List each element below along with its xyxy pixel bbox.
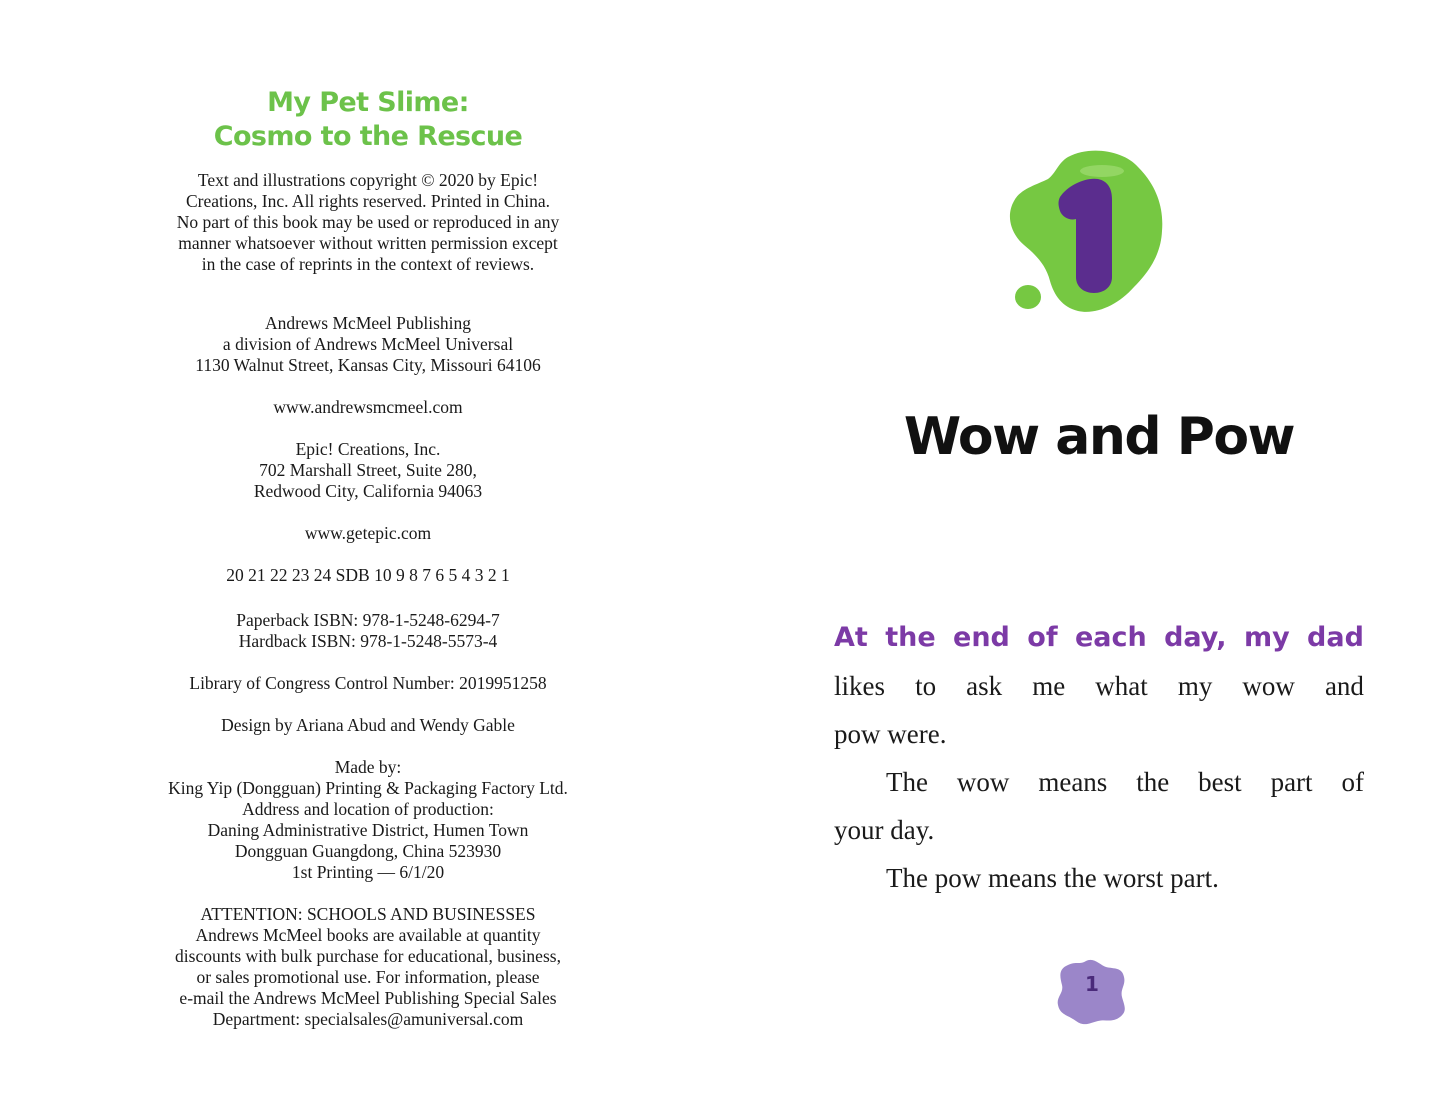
- book-title-line-1: My Pet Slime:: [267, 87, 469, 118]
- colophon-line: ATTENTION: SCHOOLS AND BUSINESSES: [200, 904, 536, 924]
- story-word: day,: [1164, 622, 1227, 653]
- colophon-block: [0, 397, 736, 418]
- story-word: my: [1177, 671, 1213, 701]
- story-word: likes: [834, 671, 885, 701]
- colophon-line: a division of Andrews McMeel Universal: [222, 334, 514, 354]
- colophon-block: [0, 610, 736, 652]
- story-line-4: [834, 758, 1364, 806]
- slime-highlight: [1080, 165, 1124, 177]
- story-word: dad: [1307, 622, 1364, 653]
- colophon-line: Epic! Creations, Inc.: [295, 439, 441, 459]
- chapter-title: Wow and Pow: [903, 407, 1295, 467]
- colophon-block: [0, 673, 736, 694]
- colophon-line: www.getepic.com: [304, 523, 432, 543]
- story-line-3: pow were.: [834, 719, 947, 749]
- colophon-line: King Yip (Dongguan) Printing & Packaging Factory Ltd.: [168, 778, 568, 798]
- story-word: best: [1198, 767, 1242, 797]
- colophon-block: [0, 715, 736, 736]
- story-word: part: [1270, 767, 1313, 797]
- story-word: me: [1032, 671, 1066, 701]
- colophon-block: [0, 313, 736, 376]
- story-word: wow: [1242, 671, 1295, 701]
- colophon-line: Daning Administrative District, Humen Town: [207, 820, 529, 840]
- story-word: of: [1341, 767, 1364, 797]
- colophon-line: 702 Marshall Street, Suite 280,: [259, 460, 477, 480]
- colophon-line: 20 21 22 23 24 SDB 10 9 8 7 6 5 4 3 2 1: [226, 565, 510, 585]
- colophon-block: [0, 523, 736, 544]
- colophon-line: manner whatsoever without written permission except: [178, 233, 558, 253]
- colophon-line: Hardback ISBN: 978-1-5248-5573-4: [238, 631, 498, 651]
- colophon-line: Department: specialsales@amuniversal.com: [212, 1009, 524, 1029]
- colophon-line: or sales promotional use. For information, please: [196, 967, 540, 987]
- story-word: to: [915, 671, 937, 701]
- slime-blob-chapter-number: [1006, 145, 1176, 320]
- story-word: means: [1038, 767, 1108, 797]
- story-word: At: [834, 622, 868, 653]
- book-title-line-2: Cosmo to the Rescue: [213, 121, 523, 152]
- colophon-line: Library of Congress Control Number: 2019951258: [189, 673, 547, 693]
- colophon-line: Paperback ISBN: 978-1-5248-6294-7: [236, 610, 500, 630]
- colophon-line: No part of this book may be used or reproduced in any: [176, 212, 560, 232]
- colophon-line: Dongguan Guangdong, China 523930: [234, 841, 502, 861]
- colophon-line: discounts with bulk purchase for educational, business,: [175, 946, 561, 966]
- colophon-text: [0, 170, 736, 1030]
- colophon-line: Design by Ariana Abud and Wendy Gable: [221, 715, 515, 735]
- colophon-line: e-mail the Andrews McMeel Publishing Special Sales: [179, 988, 557, 1008]
- story-word: each: [1074, 622, 1147, 653]
- story-word: The: [886, 767, 928, 797]
- chapter-page: [736, 0, 1445, 1097]
- story-word: the: [1136, 767, 1170, 797]
- colophon-line: Andrews McMeel books are available at quantity: [195, 925, 541, 945]
- story-word: and: [1324, 671, 1364, 701]
- colophon-line: Made by:: [334, 757, 402, 777]
- colophon-line: 1st Printing — 6/1/20: [291, 862, 445, 882]
- colophon-block: [0, 904, 736, 1030]
- story-word: end: [953, 622, 1010, 653]
- book-title: [0, 86, 736, 154]
- story-word: what: [1095, 671, 1148, 701]
- story-text: [834, 614, 1364, 902]
- colophon-line: Text and illustrations copyright © 2020 by Epic!: [197, 170, 539, 190]
- colophon-line: Creations, Inc. All rights reserved. Printed in China.: [185, 191, 551, 211]
- story-line-6: The pow means the worst part.: [886, 863, 1219, 893]
- story-word: wow: [956, 767, 1010, 797]
- story-word: of: [1027, 622, 1058, 653]
- colophon-block: [0, 170, 736, 275]
- story-word: my: [1243, 622, 1290, 653]
- colophon-line: 1130 Walnut Street, Kansas City, Missouri 64106: [195, 355, 541, 375]
- story-lead-line: [834, 614, 1364, 662]
- colophon-block: [0, 757, 736, 883]
- slime-drip-dot: [1015, 285, 1041, 309]
- colophon-line: in the case of reprints in the context of reviews.: [201, 254, 535, 274]
- colophon-line: Address and location of production:: [242, 799, 494, 819]
- story-line-2: [834, 662, 1364, 710]
- story-word: the: [885, 622, 936, 653]
- story-line-5: your day.: [834, 815, 935, 845]
- colophon-line: www.andrewsmcmeel.com: [273, 397, 463, 417]
- colophon-line: Redwood City, California 94063: [253, 481, 483, 501]
- story-word: ask: [966, 671, 1003, 701]
- colophon-line: Andrews McMeel Publishing: [264, 313, 472, 333]
- page-number: 1: [1085, 972, 1099, 996]
- colophon-block: [0, 439, 736, 502]
- colophon-block: [0, 565, 736, 586]
